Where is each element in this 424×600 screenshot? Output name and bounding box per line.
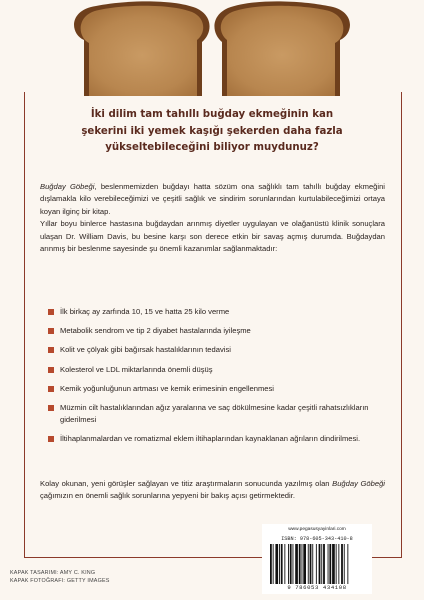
square-bullet-icon bbox=[48, 328, 54, 334]
intro-text bbox=[40, 181, 385, 255]
barcode-icon bbox=[268, 544, 366, 584]
square-bullet-icon bbox=[48, 367, 54, 373]
book-title-italic: Buğday Göbeği bbox=[40, 182, 95, 191]
square-bullet-icon bbox=[48, 405, 54, 411]
list-item: Kemik yoğunluğunun artması ve kemik erimesinin engellenmesi bbox=[48, 383, 382, 395]
closing-paragraph: Kolay okunan, yeni görüşler sağlayan ve titiz araştırmaların sonucunda yazılmış olan Buğday Göbeği çağımızın en önemli sağlık sorunlarına yepyeni bir bakış açısı getirmektedir. bbox=[40, 479, 385, 501]
square-bullet-icon bbox=[48, 386, 54, 392]
list-item: Kolesterol ve LDL miktarlarında önemli düşüş bbox=[48, 364, 382, 376]
left-bread-slice bbox=[74, 1, 210, 96]
list-item: Müzmin cilt hastalıklarından ağız yaralarına ve saç dökülmesine kadar çeşitli rahatsızlıkların giderilmesi bbox=[48, 402, 382, 425]
bread-slices-image bbox=[0, 0, 424, 96]
headline-line-2: şekerini iki yemek kaşığı şekerden daha fazla bbox=[81, 125, 343, 137]
right-bread-slice bbox=[214, 1, 350, 96]
list-item: İltihaplanmalardan ve romatizmal eklem iltihaplarından kaynaklanan ağrıların dindirilmesi. bbox=[48, 433, 382, 445]
square-bullet-icon bbox=[48, 347, 54, 353]
intro-paragraph-2: Yıllar boyu binlerce hastasına buğdaydan arınmış diyetler uygulayan ve olağanüstü klinik sonuçlara ulaşan Dr. William Davis, bu besine karşı son derece etkin bir savaş açmış durumda. Buğdaydan arınmış bir beslenme sayesinde şu önemli kazanımlar sağlanmaktadır: bbox=[40, 219, 385, 254]
benefits-list bbox=[48, 306, 382, 452]
cover-photo-credit: KAPAK FOTOĞRAFI: GETTY IMAGES bbox=[10, 578, 110, 584]
square-bullet-icon bbox=[48, 309, 54, 315]
list-item: Metabolik sendrom ve tip 2 diyabet hastalarında iyileşme bbox=[48, 325, 382, 337]
list-item: İlk birkaç ay zarfında 10, 15 ve hatta 25 kilo verme bbox=[48, 306, 382, 318]
isbn-label: ISBN: 978-605-343-410-8 bbox=[281, 536, 353, 542]
headline bbox=[62, 107, 362, 157]
barcode-digits: 9 786053 434108 bbox=[287, 584, 347, 591]
cover-credits bbox=[10, 569, 110, 585]
publisher-url: www.pegasusyayinlari.com bbox=[288, 527, 346, 532]
intro-paragraph-1 bbox=[40, 181, 385, 218]
cover-design-credit: KAPAK TASARIMI: AMY C. KING bbox=[10, 570, 96, 576]
square-bullet-icon bbox=[48, 436, 54, 442]
list-item: Kolit ve çölyak gibi bağırsak hastalıklarının tedavisi bbox=[48, 344, 382, 356]
book-title-italic: Buğday Göbeği bbox=[332, 479, 385, 488]
headline-line-1: İki dilim tam tahıllı buğday ekmeğinin kan bbox=[90, 109, 334, 120]
headline-line-3: yükseltebileceğini biliyor muydunuz? bbox=[105, 142, 319, 153]
intro-paragraph-1-rest: , beslenmemizden buğdayı hatta sözüm ona sağlıklı tam tahıllı buğday ekmeğini dışlamakla kilo verebileceğimizi ve çeşitli sağlık ve sindirim sorunlarından kurtulabileceğimizi ortaya koyan ilginç bir kitap. bbox=[40, 182, 385, 216]
barcode-block bbox=[262, 524, 372, 594]
